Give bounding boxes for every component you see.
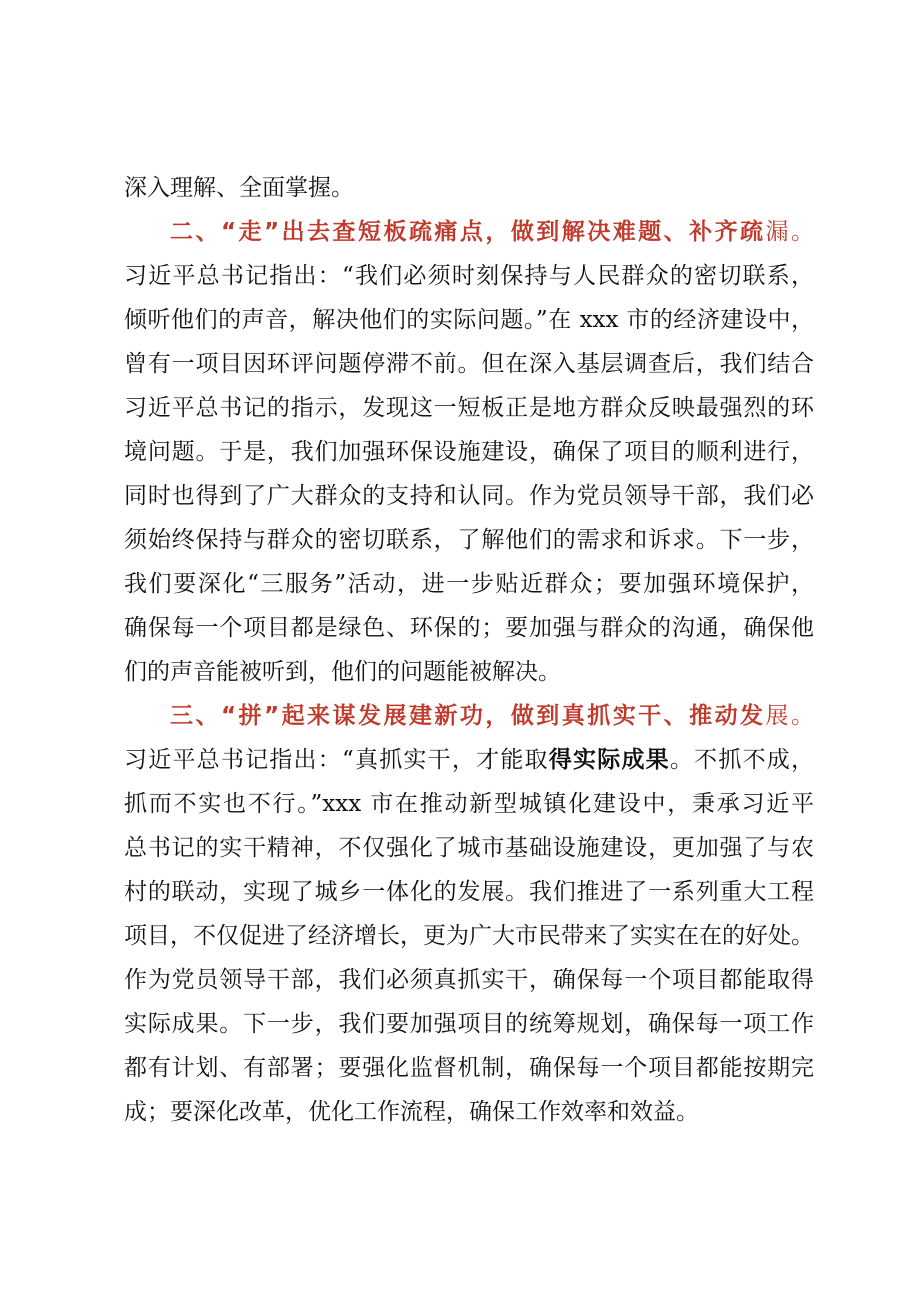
section-2-line: 境问题。于是，我们加强环保设施建设，确保了项目的顺利进行， — [124, 439, 814, 465]
section-2-line: 习近平总书记指出：“我们必须时刻保持与人民群众的密切联系， — [124, 263, 814, 289]
section-3-heading-text: 三、“拼”起来谋发展建新功，做到真抓实干、推动发 — [170, 703, 766, 729]
section-2-heading-tail: 漏。 — [765, 219, 815, 245]
section-2-line: 确保每一个项目都是绿色、环保的；要加强与群众的沟通，确保他 — [124, 615, 814, 641]
section-2-line: 须始终保持与群众的密切联系，了解他们的需求和诉求。下一步， — [124, 527, 814, 553]
section-2-line: 我们要深化“三服务”活动，进一步贴近群众；要加强环境保护， — [124, 571, 814, 597]
section-3-line: 都有计划、有部署；要强化监督机制，确保每一个项目都能按期完 — [124, 1055, 814, 1081]
section-3-line: 作为党员领导干部，我们必须真抓实干，确保每一个项目都能取得 — [124, 967, 814, 993]
section-2-line: 同时也得到了广大群众的支持和认同。作为党员领导干部，我们必 — [124, 483, 814, 509]
section-3-line-end: 。不抓不成， — [669, 747, 815, 773]
section-2-line: 曾有一项目因环评问题停滞不前。但在深入基层调查后，我们结合 — [124, 351, 814, 377]
section-2-line: 习近平总书记的指示，发现这一短板正是地方群众反映最强烈的环 — [124, 395, 814, 421]
section-3-heading-tail: 展。 — [765, 703, 815, 729]
section-3-line: 实际成果。下一步，我们要加强项目的统筹规划，确保每一项工作 — [124, 1011, 814, 1037]
section-2-heading-text: 二、“走”出去查短板疏痛点，做到解决难题、补齐疏 — [170, 219, 766, 245]
section-3-line-bold: 得实际成果 — [548, 747, 670, 773]
paragraph-line: 深入理解、全面掌握。 — [124, 175, 354, 201]
section-3-line: 成；要深化改革，优化工作流程，确保工作效率和效益。 — [124, 1099, 699, 1125]
section-3-line — [124, 738, 814, 782]
section-3-line: 村的联动，实现了城乡一体化的发展。我们推进了一系列重大工程 — [124, 879, 814, 905]
section-3-line-start: 习近平总书记指出：“真抓实干，才能取 — [124, 747, 549, 773]
section-3-heading — [170, 694, 814, 738]
section-2-line: 们的声音能被听到，他们的问题能被解决。 — [124, 659, 561, 685]
section-2-line: 倾听他们的声音，解决他们的实际问题。”在 xxx 市的经济建设中， — [124, 307, 814, 333]
section-3-line: 抓而不实也不行。”xxx 市在推动新型城镇化建设中，秉承习近平 — [124, 791, 814, 817]
section-2-heading — [170, 210, 814, 254]
section-3-line: 总书记的实干精神，不仅强化了城市基础设施建设，更加强了与农 — [124, 835, 814, 861]
section-3-line: 项目，不仅促进了经济增长，更为广大市民带来了实实在在的好处。 — [124, 923, 814, 949]
